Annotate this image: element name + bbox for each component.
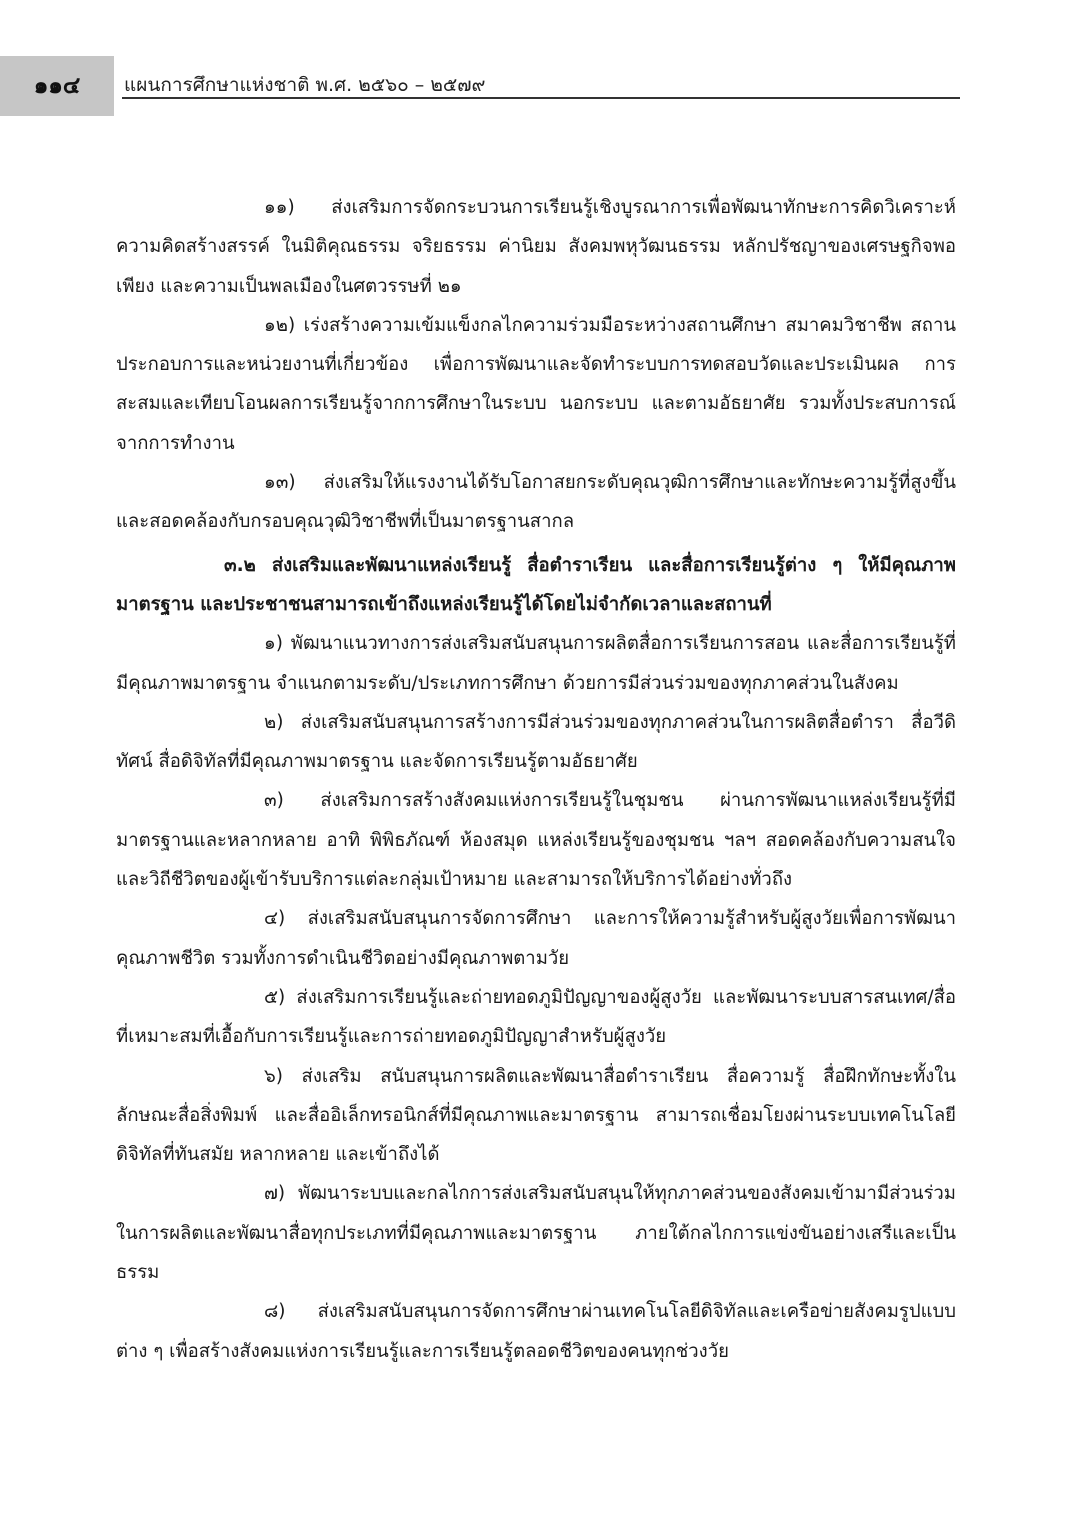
page-number-tab (0, 56, 114, 116)
paragraph-item-3: ๓) ส่งเสริมการสร้างสังคมแห่งการเรียนรู้ในชุมชน ผ่านการพัฒนาแหล่งเรียนรู้ที่มีมาตรฐานและหลากหลาย อาทิ พิพิธภัณฑ์ ห้องสมุด แหล่งเรียนรู้ของชุมชน ฯลฯ สอดคล้องกับความสนใจและวิถีชีวิตของผู้เข้ารับบริการแต่ละกลุ่มเป้าหมาย และสามารถให้บริการได้อย่างทั่วถึง (116, 790, 956, 891)
paragraph-item-13: ๑๓) ส่งเสริมให้แรงงานได้รับโอกาสยกระดับคุณวุฒิการศึกษาและทักษะความรู้ที่สูงขึ้น และสอดคล้องกับกรอบคุณวุฒิวิชาชีพที่เป็นมาตรฐานสากล (116, 472, 956, 533)
page-number: ๑๑๔ (33, 73, 81, 99)
paragraph-item-12: ๑๒) เร่งสร้างความเข้มแข็งกลไกความร่วมมือระหว่างสถานศึกษา สมาคมวิชาชีพ สถานประกอบการและหน่วยงานที่เกี่ยวข้อง เพื่อการพัฒนาและจัดทำระบบการทดสอบวัดและประเมินผล การสะสมและเทียบโอนผลการเรียนรู้จากการศึกษาในระบบ นอกระบบ และตามอัธยาศัย รวมทั้งประสบการณ์จากการทำงาน (116, 314, 956, 454)
paragraph-item-5: ๕) ส่งเสริมการเรียนรู้และถ่ายทอดภูมิปัญญาของผู้สูงวัย และพัฒนาระบบสารสนเทศ/สื่อที่เหมาะสมที่เอื้อกับการเรียนรู้และการถ่ายทอดภูมิปัญญาสำหรับผู้สูงวัย (116, 986, 956, 1048)
body-text (116, 188, 956, 1371)
paragraph-item-6: ๖) ส่งเสริม สนับสนุนการผลิตและพัฒนาสื่อตำราเรียน สื่อความรู้ สื่อฝึกทักษะทั้งในลักษณะสื่อสิ่งพิมพ์ และสื่ออิเล็กทรอนิกส์ที่มีคุณภาพและมาตรฐาน สามารถเชื่อมโยงผ่านระบบเทคโนโลยีดิจิทัลที่ทันสมัย หลากหลาย และเข้าถึงได้ (116, 1065, 956, 1166)
paragraph-item-7: ๗) พัฒนาระบบและกลไกการส่งเสริมสนับสนุนให้ทุกภาคส่วนของสังคมเข้ามามีส่วนร่วมในการผลิตและพัฒนาสื่อทุกประเภทที่มีคุณภาพและมาตรฐาน ภายใต้กลไกการแข่งขันอย่างเสรีและเป็นธรรม (116, 1183, 956, 1284)
section-heading-3-2: ๓.๒ ส่งเสริมและพัฒนาแหล่งเรียนรู้ สื่อตำราเรียน และสื่อการเรียนรู้ต่าง ๆ ให้มีคุณภาพมาตรฐาน และประชาชนสามารถเข้าถึงแหล่งเรียนรู้ได้โดยไม่จำกัดเวลาและสถานที่ (116, 554, 956, 615)
paragraph-item-2: ๒) ส่งเสริมสนับสนุนการสร้างการมีส่วนร่วมของทุกภาคส่วนในการผลิตสื่อตำรา สื่อวีดิทัศน์ สื่อดิจิทัลที่มีคุณภาพมาตรฐาน และจัดการเรียนรู้ตามอัธยาศัย (116, 711, 956, 773)
running-header-title: แผนการศึกษาแห่งชาติ พ.ศ. ๒๕๖๐ – ๒๕๗๙ (124, 74, 486, 96)
header-divider (122, 97, 960, 99)
paragraph-item-1: ๑) พัฒนาแนวทางการส่งเสริมสนับสนุนการผลิตสื่อการเรียนการสอน และสื่อการเรียนรู้ที่มีคุณภาพมาตรฐาน จำแนกตามระดับ/ประเภทการศึกษา ด้วยการมีส่วนร่วมของทุกภาคส่วนในสังคม (116, 633, 956, 694)
paragraph-item-11: ๑๑) ส่งเสริมการจัดกระบวนการเรียนรู้เชิงบูรณาการเพื่อพัฒนาทักษะการคิดวิเคราะห์ ความคิดสร้างสรรค์ ในมิติคุณธรรม จริยธรรม ค่านิยม สังคมพหุวัฒนธรรม หลักปรัชญาของเศรษฐกิจพอเพียง และความเป็นพลเมืองในศตวรรษที่ ๒๑ (116, 197, 956, 297)
paragraph-item-4: ๔) ส่งเสริมสนับสนุนการจัดการศึกษา และการให้ความรู้สำหรับผู้สูงวัยเพื่อการพัฒนาคุณภาพชีวิต รวมทั้งการดำเนินชีวิตอย่างมีคุณภาพตามวัย (116, 908, 956, 969)
paragraph-item-8: ๘) ส่งเสริมสนับสนุนการจัดการศึกษาผ่านเทคโนโลยีดิจิทัลและเครือข่ายสังคมรูปแบบต่าง ๆ เพื่อสร้างสังคมแห่งการเรียนรู้และการเรียนรู้ตลอดชีวิตของคนทุกช่วงวัย (116, 1301, 956, 1362)
